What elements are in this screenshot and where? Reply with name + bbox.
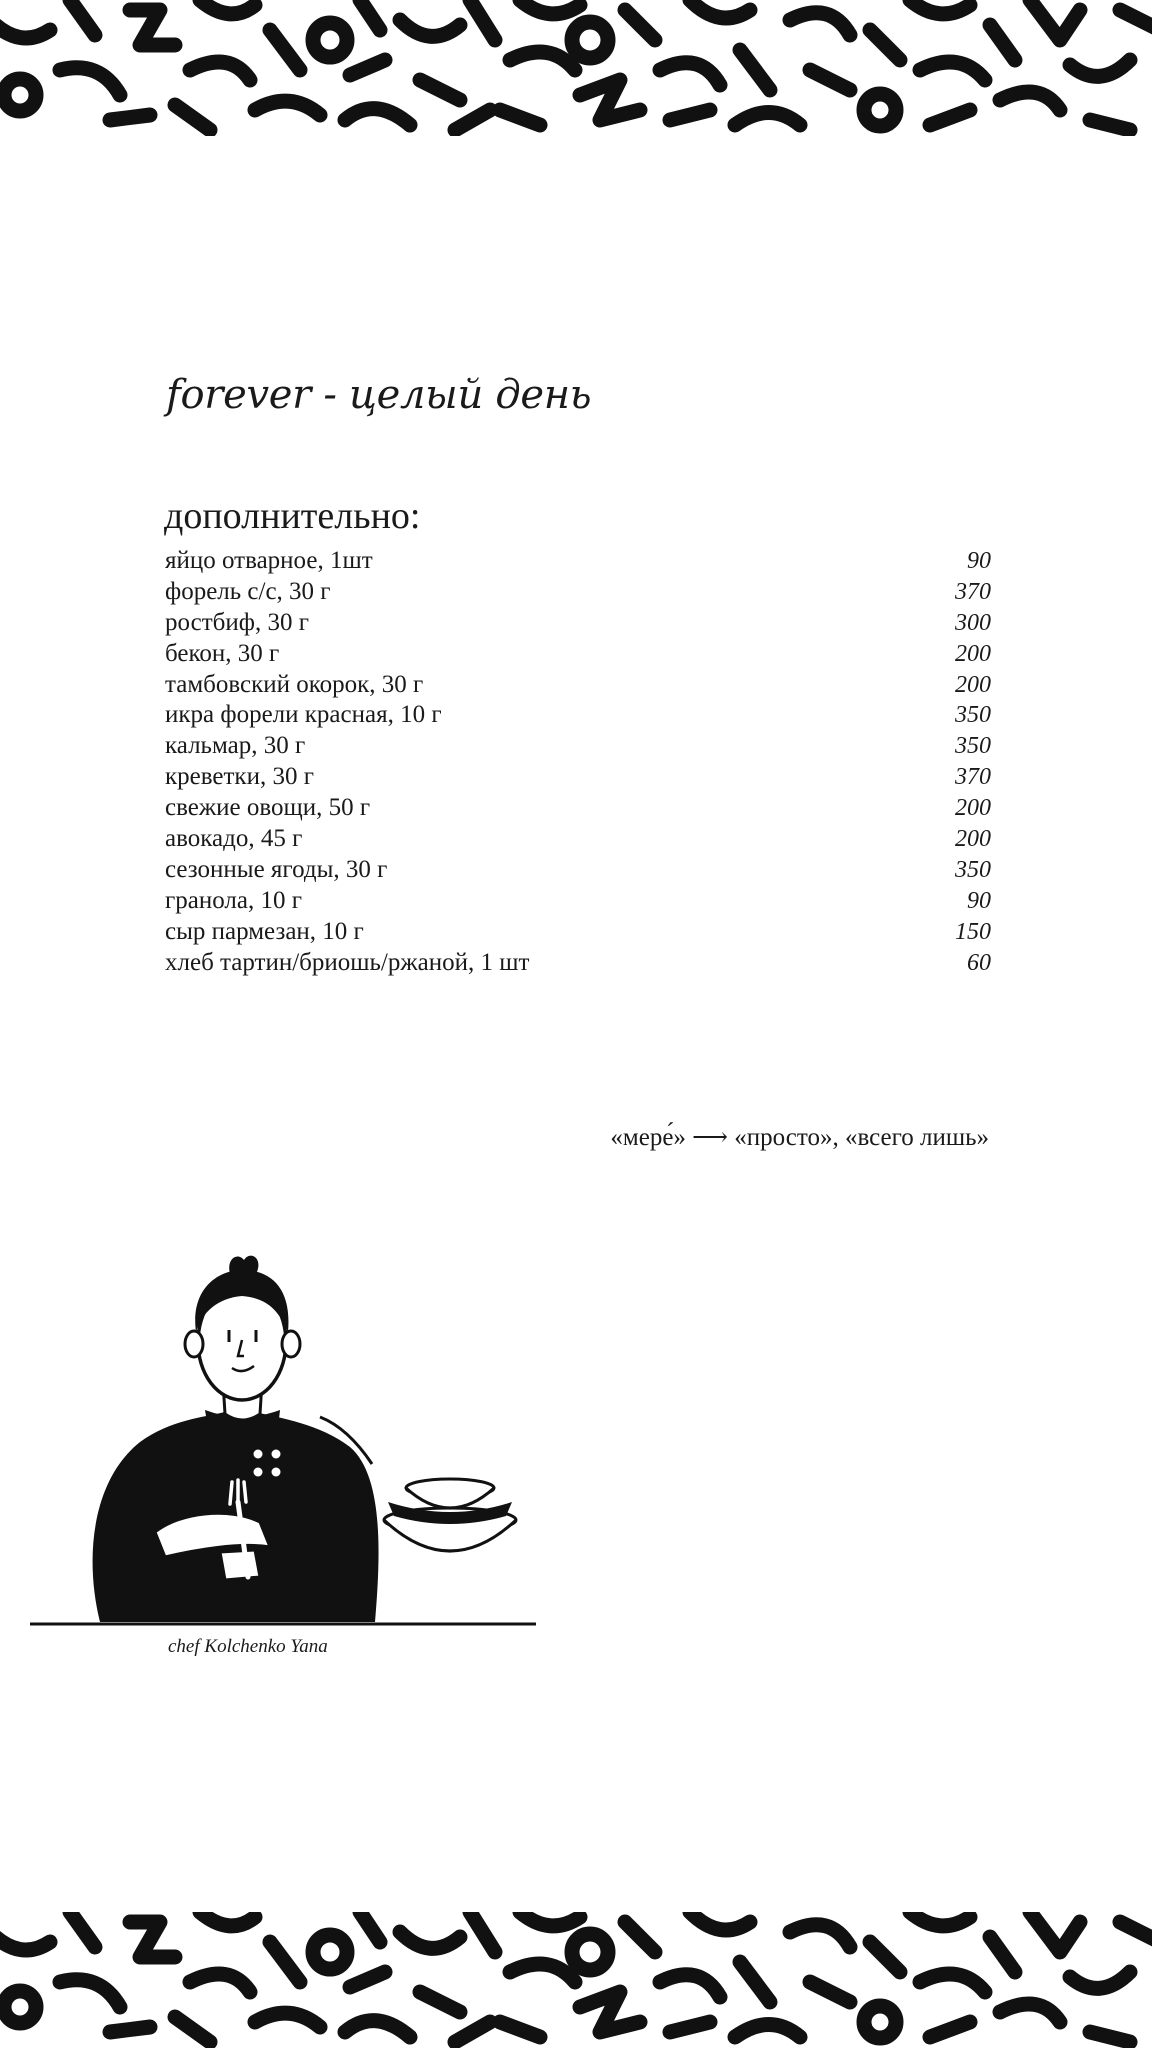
list-item (165, 731, 991, 762)
bottom-pattern-band (0, 1912, 1152, 2048)
item-name: гранола, 10 г (165, 886, 302, 914)
item-price: 370 (955, 764, 991, 791)
list-item (165, 855, 991, 886)
item-price: 90 (967, 887, 991, 914)
item-name: икра форели красная, 10 г (165, 701, 442, 729)
item-price: 350 (955, 856, 991, 883)
item-price: 350 (955, 733, 991, 760)
list-item (165, 948, 991, 979)
list-item (165, 546, 991, 577)
list-item (165, 577, 991, 608)
item-name: бекон, 30 г (165, 639, 280, 667)
list-item (165, 700, 991, 731)
menu-item-list (165, 546, 991, 978)
item-price: 90 (967, 548, 991, 574)
item-name: яйцо отварное, 1шт (165, 547, 373, 574)
item-price: 60 (967, 949, 991, 976)
list-item (165, 762, 991, 793)
item-name: хлеб тартин/бриошь/ржаной, 1 шт (165, 948, 530, 976)
brushstroke-pattern-icon (0, 0, 1152, 136)
item-name: тамбовский окорок, 30 г (165, 670, 424, 698)
item-price: 200 (955, 640, 991, 667)
brushstroke-pattern-icon (0, 1912, 1152, 2048)
item-name: сезонные ягоды, 30 г (165, 855, 388, 883)
item-price: 300 (955, 609, 991, 636)
item-name: сыр пармезан, 10 г (165, 917, 364, 945)
item-price: 200 (955, 671, 991, 698)
item-name: форель с/с, 30 г (165, 577, 331, 605)
item-price: 370 (955, 578, 991, 605)
item-name: кальмар, 30 г (165, 732, 306, 760)
list-item (165, 670, 991, 701)
item-price: 200 (955, 826, 991, 853)
item-name: свежие овощи, 50 г (165, 794, 371, 822)
list-item (165, 886, 991, 917)
list-item (165, 793, 991, 824)
list-item (165, 824, 991, 855)
item-name: креветки, 30 г (165, 763, 314, 791)
item-price: 350 (955, 702, 991, 729)
chef-illustration-icon (30, 1232, 536, 1630)
item-price: 150 (955, 918, 991, 945)
footnote: «мере́» ⟶ «просто», «всего лишь» (610, 1124, 989, 1151)
section-heading: дополнительно: (164, 495, 421, 537)
item-name: авокадо, 45 г (165, 825, 303, 853)
list-item (165, 917, 991, 948)
item-name: ростбиф, 30 г (165, 608, 309, 636)
list-item (165, 608, 991, 639)
top-pattern-band (0, 0, 1152, 136)
menu-title: forever - целый день (166, 372, 592, 418)
item-price: 200 (955, 795, 991, 822)
list-item (165, 639, 991, 670)
chef-caption: chef Kolchenko Yana (168, 1636, 328, 1657)
